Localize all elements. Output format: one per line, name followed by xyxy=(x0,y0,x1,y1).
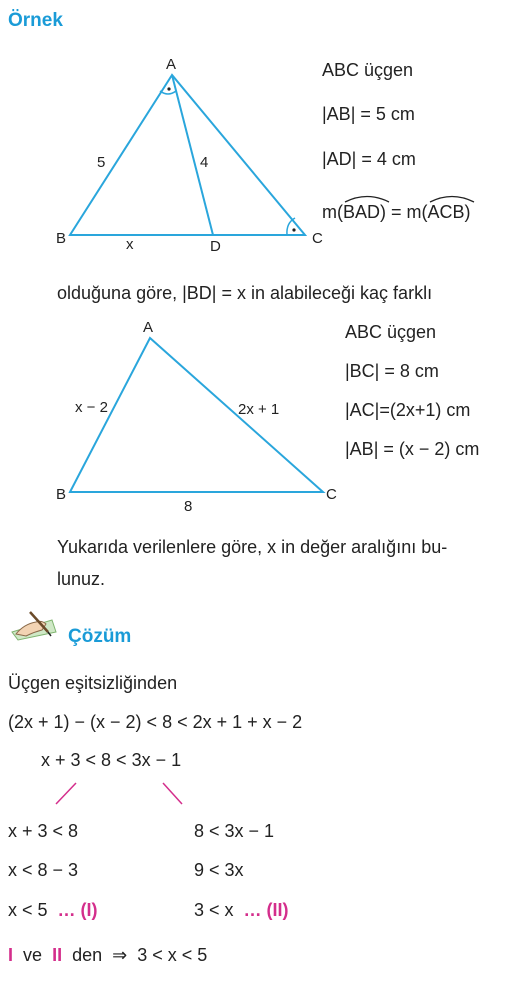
side-bd-label: x xyxy=(126,236,134,253)
final-i: I xyxy=(8,945,14,965)
solution-intro: Üçgen eşitsizliğinden xyxy=(8,673,178,693)
given1-line1: ABC üçgen xyxy=(322,60,414,80)
angle-eq-suffix: ) xyxy=(464,202,471,222)
question1-text: olduğuna göre, |BD| = x in alabileceği kaç farklı xyxy=(57,283,433,303)
solution-title: Çözüm xyxy=(68,626,132,647)
given1-line4 xyxy=(322,202,471,223)
vertex-label-b: B xyxy=(56,486,67,503)
vertex-label-d: D xyxy=(210,238,221,255)
side-ad-label: 4 xyxy=(200,154,209,171)
implies-arrow: ⇒ xyxy=(112,945,128,965)
tag-ii: … (II) xyxy=(243,900,289,920)
right-step-1: 8 < 3x − 1 xyxy=(194,821,275,841)
vertex-label-c: C xyxy=(312,230,323,247)
right-step-2: 9 < 3x xyxy=(194,860,244,880)
final-result: 3 < x < 5 xyxy=(137,945,208,965)
given2-line2: |BC| = 8 cm xyxy=(345,361,439,381)
hand-writing-icon xyxy=(8,606,58,644)
angle-bad-text: BAD xyxy=(343,202,381,222)
final-ve: ve xyxy=(23,945,43,965)
angle-bad xyxy=(343,202,380,223)
angle-acb-text: ACB xyxy=(427,202,465,222)
left-step-3 xyxy=(8,900,98,921)
split-strokes xyxy=(50,780,190,810)
vertex-label-a: A xyxy=(166,56,177,73)
vertex-label-a: A xyxy=(143,319,154,336)
given1-line2: |AB| = 5 cm xyxy=(322,104,415,124)
triangle-figure-2 xyxy=(0,315,340,520)
example-title: Örnek xyxy=(8,10,63,31)
final-den: den xyxy=(72,945,103,965)
side-ac-label: 2x + 1 xyxy=(238,401,280,418)
side-ab-label: 5 xyxy=(97,154,106,171)
side-ab-label: x − 2 xyxy=(75,399,108,416)
given2-line4: |AB| = (x − 2) cm xyxy=(345,439,480,459)
final-conclusion xyxy=(8,945,207,966)
given2-line1: ABC üçgen xyxy=(345,322,437,342)
triangle-figure-1 xyxy=(0,55,323,255)
left-result: x < 5 xyxy=(8,900,48,920)
left-step-1: x + 3 < 8 xyxy=(8,821,79,841)
final-ii: II xyxy=(52,945,63,965)
angle-acb xyxy=(428,202,465,223)
given1-line3: |AD| = 4 cm xyxy=(322,149,416,169)
given2-line3: |AC|=(2x+1) cm xyxy=(345,400,471,420)
vertex-label-c: C xyxy=(326,486,337,503)
solution-inequality-1: (2x + 1) − (x − 2) < 8 < 2x + 1 + x − 2 xyxy=(8,712,303,732)
vertex-label-b: B xyxy=(56,230,67,247)
side-bc-label: 8 xyxy=(184,498,193,515)
right-step-3 xyxy=(194,900,289,921)
tag-i: … (I) xyxy=(57,900,98,920)
angle-eq-prefix: m( xyxy=(322,202,343,222)
angle-eq-mid: ) = m( xyxy=(380,202,428,222)
left-step-2: x < 8 − 3 xyxy=(8,860,79,880)
question2-line2: lunuz. xyxy=(57,569,106,589)
question2-line1: Yukarıda verilenlere göre, x in değer aralığını bu- xyxy=(57,537,448,557)
solution-inequality-2: x + 3 < 8 < 3x − 1 xyxy=(41,750,182,770)
right-result: 3 < x xyxy=(194,900,234,920)
